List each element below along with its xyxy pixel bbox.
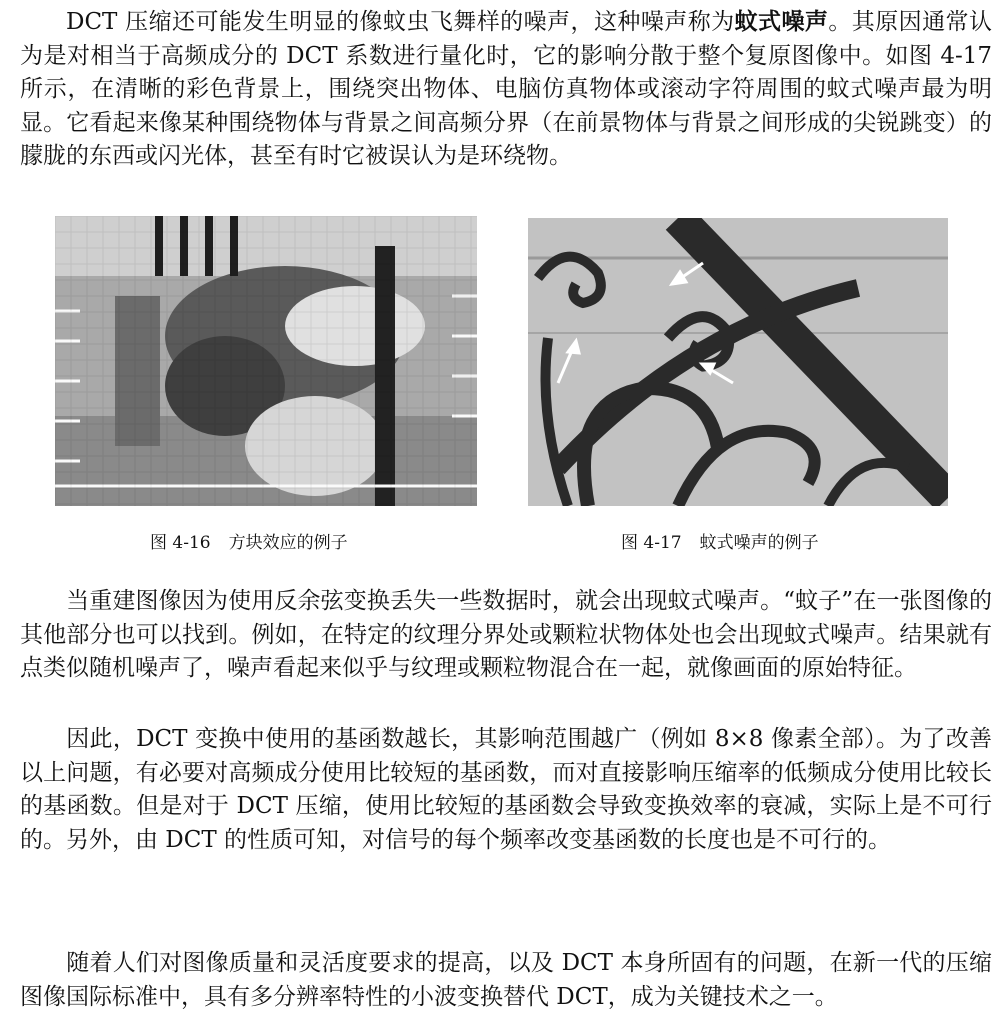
figure-4-16-title: 方块效应的例子 — [228, 533, 348, 553]
paragraph-4-text: 随着人们对图像质量和灵活度要求的提高，以及 DCT 本身所固有的问题，在新一代的压缩图像国际标准中，具有多分辨率特性的小波变换替代 DCT，成为关键技术之一。 — [20, 950, 992, 1010]
paragraph-mosquito-noise-intro — [20, 5, 992, 174]
figure-4-17-title: 蚊式噪声的例子 — [699, 533, 819, 553]
figure-4-17-caption — [621, 532, 837, 554]
mosquito-noise-photo — [528, 218, 948, 506]
term-mosquito-noise: 蚊式噪声 — [734, 8, 829, 35]
figure-4-16-number: 图 4-16 — [150, 533, 211, 553]
blocking-artifact-photo — [55, 216, 477, 506]
paragraph-1-text-b: 。其原因通常认为是对相当于高频成分的 DCT 系数进行量化时，它的影响分散于整个复原图像中。如图 4-17 所示，在清晰的彩色背景上，围绕突出物体、电脑仿真物体或滚动字符周围的蚊式噪声最为明显。它看起来像某种围绕物体与背景之间高频分界（在前景物体与背景之间形成的尖锐跳变）的朦胧的东西或闪光体，甚至有时它被误认为是环绕物。 — [20, 9, 993, 169]
paragraph-1-text-a: DCT 压缩还可能发生明显的像蚊虫飞舞样的噪声，这种噪声称为 — [66, 9, 735, 35]
paragraph-basis-function-length — [20, 723, 992, 857]
figure-4-16-caption — [150, 532, 366, 554]
paragraph-wavelet-replacement — [20, 947, 992, 1014]
paragraph-mosquito-noise-cause — [20, 585, 992, 686]
figure-4-17-number: 图 4-17 — [621, 533, 682, 553]
paragraph-3-text: 因此，DCT 变换中使用的基函数越长，其影响范围越广（例如 8×8 像素全部）。为了改善以上问题，有必要对高频成分使用比较短的基函数，而对直接影响压缩率的低频成分使用比较长的基函数。但是对于 DCT 压缩，使用比较短的基函数会导致变换效率的衰减，实际上是不可行的。另外，由 DCT 的性质可知，对信号的每个频率改变基函数的长度也是不可行的。 — [20, 726, 992, 853]
paragraph-2-text: 当重建图像因为使用反余弦变换丢失一些数据时，就会出现蚊式噪声。“蚊子”在一张图像的其他部分也可以找到。例如，在特定的纹理分界处或颗粒状物体处也会出现蚊式噪声。结果就有点类似随机噪声了，噪声看起来似乎与纹理或颗粒物混合在一起，就像画面的原始特征。 — [20, 588, 992, 681]
